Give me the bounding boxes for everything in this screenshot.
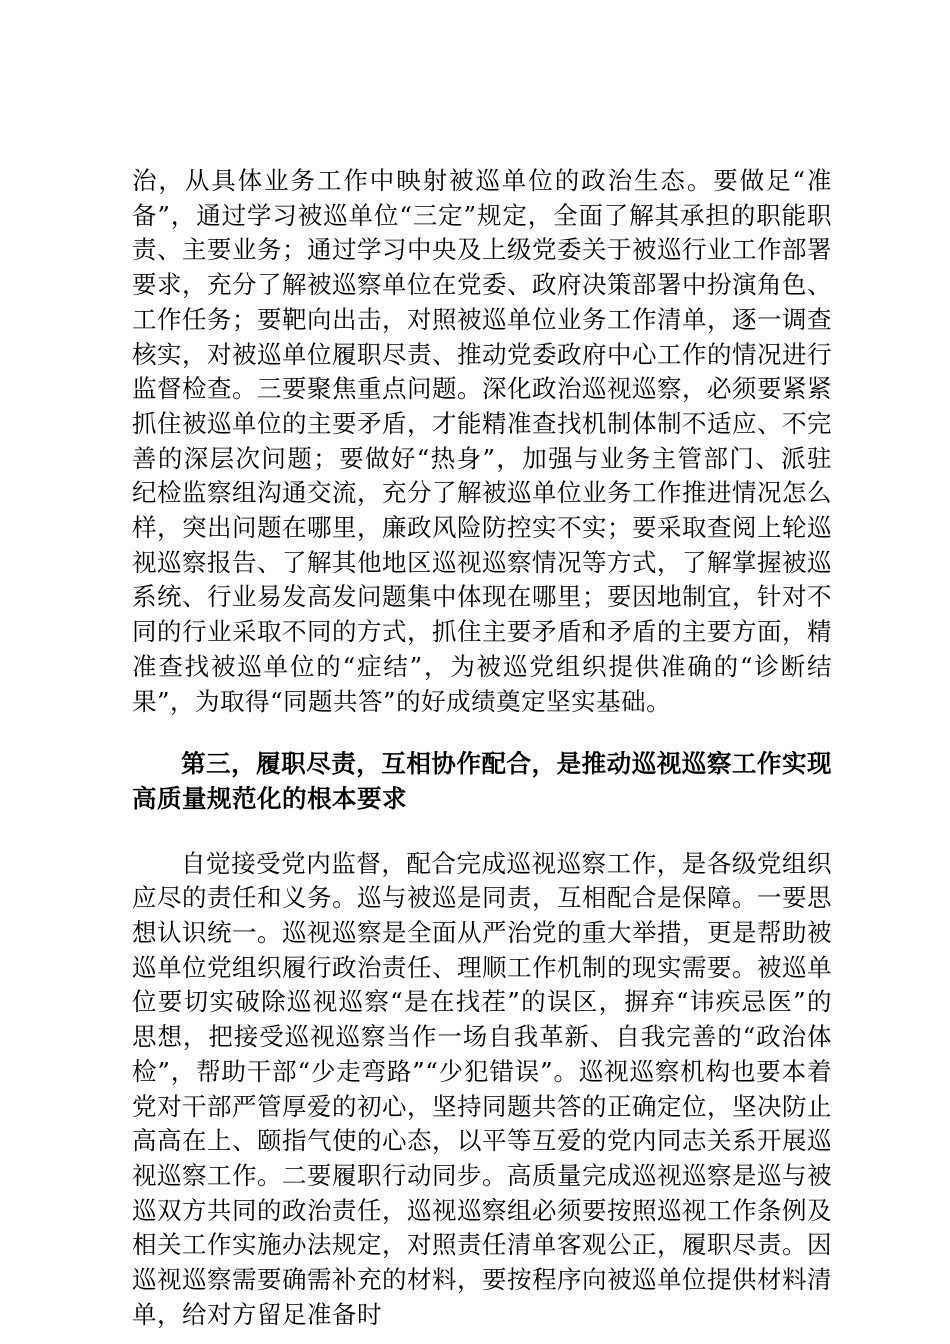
section-heading: 第三，履职尽责，互相协作配合，是推动巡视巡察工作实现高质量规范化的根本要求: [132, 749, 832, 813]
body-paragraph-section3: 自觉接受党内监督，配合完成巡视巡察工作，是各级党组织应尽的责任和义务。巡与被巡是同责，互相配合是保障。一要思想认识统一。巡视巡察是全面从严治党的重大举措，更是帮助被巡单位党组织履行政治责任、理顺工作机制的现实需要。被巡单位要切实破除巡视巡察“是在找茬”的误区，摒弃“讳疾忌医”的思想，把接受巡视巡察当作一场自我革新、自我完善的“政治体检”，帮助干部“少走弯路”“少犯错误”。巡视巡察机构也要本着党对干部严管厚爱的初心，坚持同题共答的正确定位，坚决防止高高在上、颐指气使的心态，以平等互爱的党内同志关系开展巡视巡察工作。二要履职行动同步。高质量完成巡视巡察是巡与被巡双方共同的政治责任，巡视巡察组必须要按照巡视工作条例及相关工作实施办法规定，对照责任清单客观公正，履职尽责。因巡视巡察需要确需补充的材料，要按程序向被巡单位提供材料清单，给对方留足准备时: [132, 848, 832, 1329]
body-paragraph-continued: 治，从具体业务工作中映射被巡单位的政治生态。要做足“准备”，通过学习被巡单位“三定”规定，全面了解其承担的职能职责、主要业务；通过学习中央及上级党委关于被巡行业工作部署要求，充分了解被巡察单位在党委、政府决策部署中扮演角色、工作任务；要靶向出击，对照被巡单位业务工作清单，逐一调查核实，对被巡单位履职尽责、推动党委政府中心工作的情况进行监督检查。三要聚焦重点问题。深化政治巡视巡察，必须要紧紧抓住被巡单位的主要矛盾，才能精准查找机制体制不适应、不完善的深层次问题；要做好“热身”，加强与业务主管部门、派驻纪检监察组沟通交流，充分了解被巡单位业务工作推进情况怎么样，突出问题在哪里，廉政风险防控实不实；要采取查阅上轮巡视巡察报告、了解其他地区巡视巡察情况等方式，了解掌握被巡系统、行业易发高发问题集中体现在哪里；要因地制宜，针对不同的行业采取不同的方式，抓住主要矛盾和矛盾的主要方面，精准查找被巡单位的“症结”，为被巡党组织提供准确的“诊断结果”，为取得“同题共答”的好成绩奠定坚实基础。: [132, 166, 832, 716]
document-page: [132, 164, 832, 1333]
